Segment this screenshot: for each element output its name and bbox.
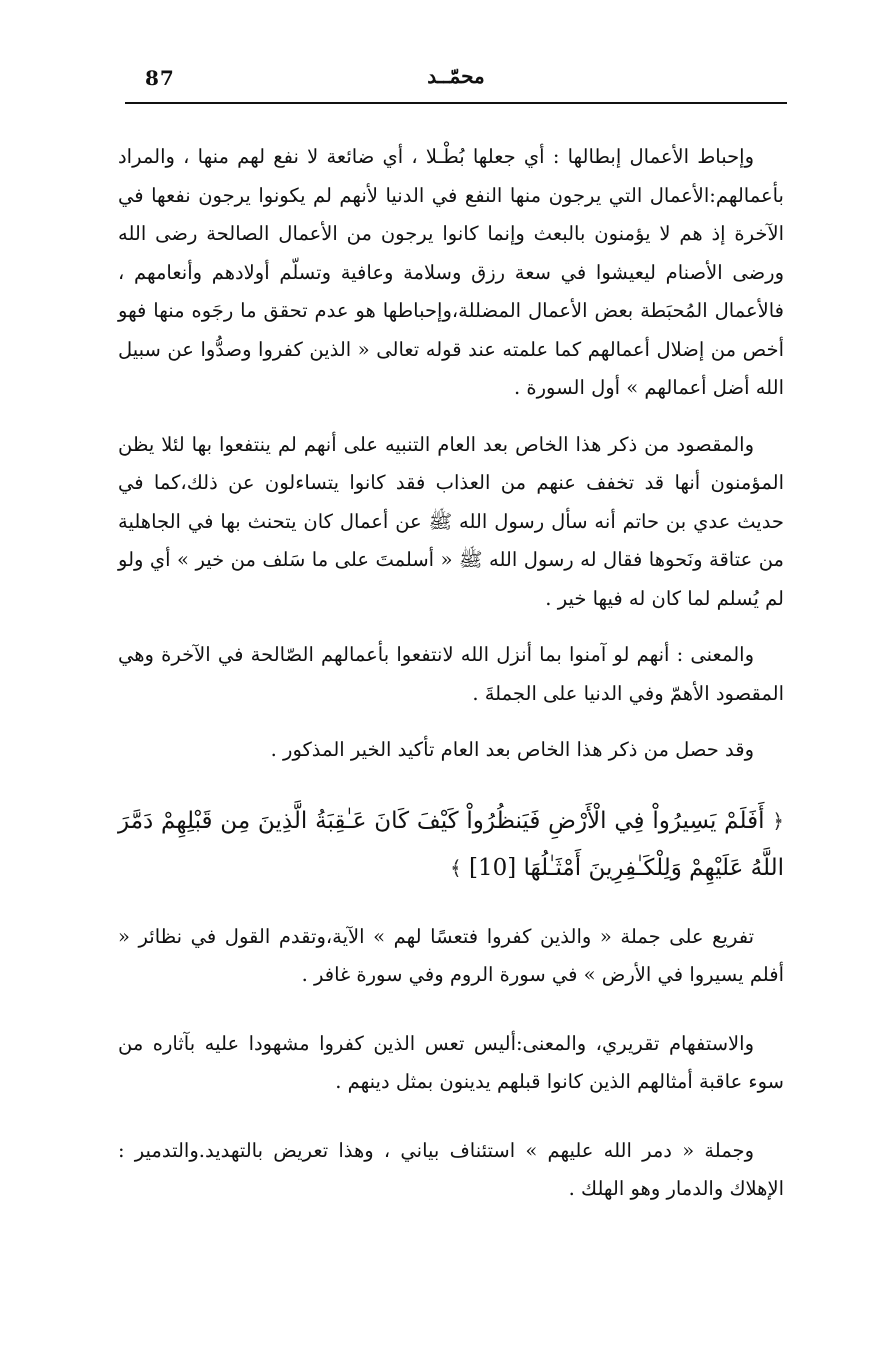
running-head: محمّــد	[427, 64, 485, 88]
paragraph-jumla: وجملة « دمر الله عليهم » استئناف بياني ، وهذا تعريض بالتهديد.والتدمير : الإهلاك والدمار وهو الهلك .	[118, 1138, 784, 1200]
page-number: 87	[145, 66, 175, 90]
paragraph-tafri: تفريع على جملة « والذين كفروا فتعسًا لهم » الآية،وتقدم القول في نظائر « أفلم يسيروا في الأرض » في سورة الروم وفي سورة غافر .	[118, 924, 784, 986]
paragraph-mana: والمعنى : أنهم لو آمنوا بما أنزل الله لانتفعوا بأعمالهم الصّالحة في الآخرة وهي المقصود الأهمّ وفي الدنيا على الجملةَ .	[118, 643, 784, 705]
page-header	[125, 62, 787, 104]
verse-close-bracket: ﴾	[449, 855, 462, 880]
verse-open-bracket: ﴿	[772, 808, 785, 833]
paragraph-hasal: وقد حصل من ذكر هذا الخاص بعد العام تأكيد الخير المذكور .	[270, 738, 754, 761]
page-body	[118, 138, 784, 1227]
paragraph-istifham: والاستفهام تقريري، والمعنى:أليس تعس الذين كفروا مشهودا عليه بآثاره من سوء عاقبة أمثالهم الذين كانوا قبلهم يدينون بمثل دينهم .	[118, 1031, 784, 1093]
quran-verse	[118, 798, 784, 892]
verse-text: أَفَلَمْ يَسِيرُواْ فِي الْأَرْضِ فَيَنظُرُواْ كَيْفَ كَانَ عَـٰقِبَةُ الَّذِينَ مِن قَبْلِهِمْ دَمَّرَ اللَّهُ عَلَيْهِمْ وَلِلْكَـٰفِرِينَ أَمْثَـٰلُهَا [10]	[118, 807, 784, 881]
paragraph-maqsud: والمقصود من ذكر هذا الخاص بعد العام التنبيه على أنهم لم ينتفعوا بها لئلا يظن المؤمنون أنها قد تخفف عنهم من العذاب فقد كانوا يتساءلون عن ذلك،كما في حديث عدي بن حاتم أنه سأل رسول الله ﷺ عن أعمال كان يتحنث بها في الجاهلية من عتاقة ونَحوها فقال له رسول الله ﷺ « أسلمتَ على ما سَلف من خير » أي ولو لم يُسلم لما كان له فيها خير .	[118, 432, 784, 610]
paragraph-ihbat: وإحباط الأعمال إبطالها : أي جعلها بُطْـلا ، أي ضائعة لا نفع لهم منها ، والمراد بأعمالهم:الأعمال التي يرجون منها النفع في الدنيا لأنهم لم يكونوا يرجون نفعها في الآخرة إذ هم لا يؤمنون بالبعث وإنما كانوا يرجون من الأعمال الصالحة رضى الله ورضى الأصنام ليعيشوا في سعة رزق وسلامة وعافية وتسلّم أولادهم وأنعامهم ، فالأعمال المُحبَطة بعض الأعمال المضللة،وإحباطها هو عدم تحقق ما رجَوه منها فهو أخص من إضلال أعمالهم كما علمته عند قوله تعالى « الذين كفروا وصدُّوا عن سبيل الله أضل أعمالهم » أول السورة .	[118, 145, 784, 399]
